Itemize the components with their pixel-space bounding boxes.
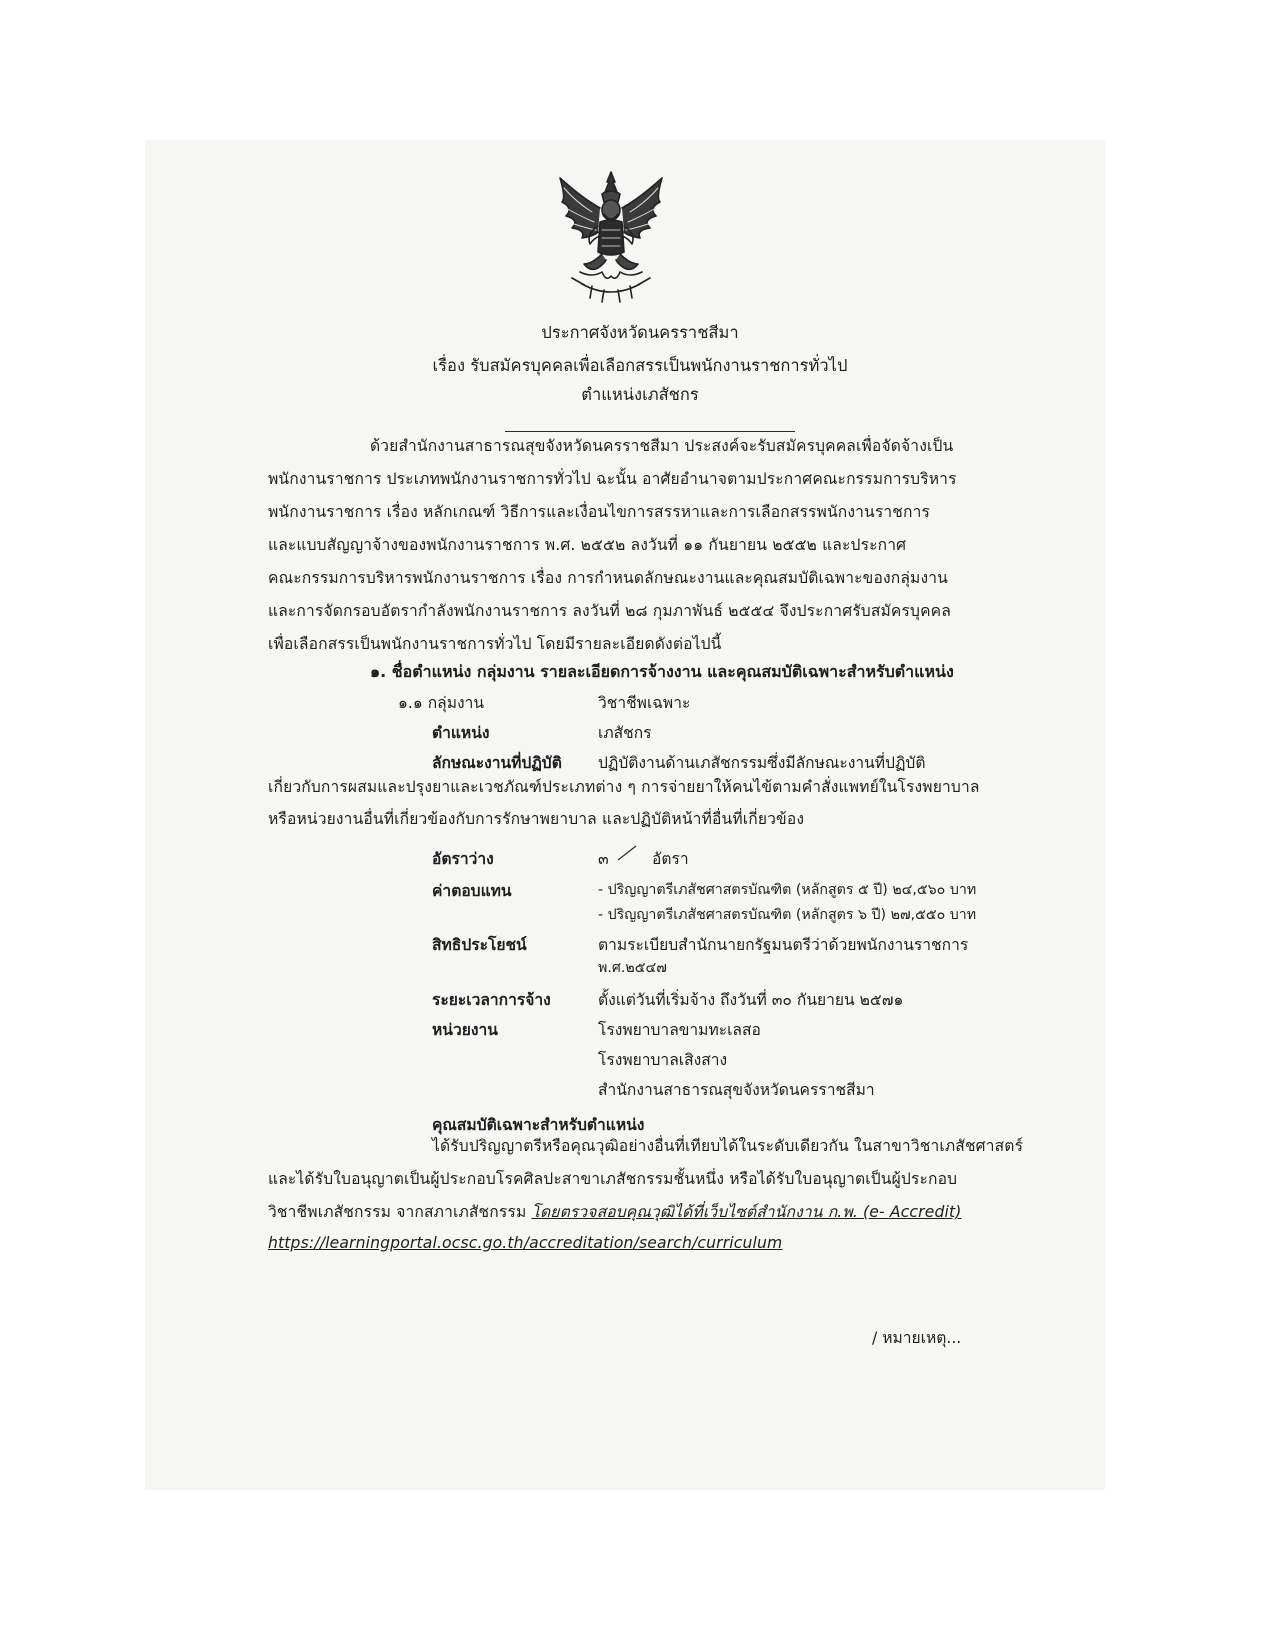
intro-line: คณะกรรมการบริหารพนักงานราชการ เรื่อง การกำหนดลักษณะงานและคุณสมบัติเฉพาะของกลุ่มงาน — [268, 569, 948, 587]
qualification-heading: คุณสมบัติเฉพาะสำหรับตำแหน่ง — [432, 1116, 645, 1134]
period-label: ระยะเวลาการจ้าง — [432, 991, 551, 1009]
period-value: ตั้งแต่วันที่เริ่มจ้าง ถึงวันที่ ๓๐ กันยายน ๒๕๗๑ — [598, 991, 904, 1009]
pay-label: ค่าตอบแทน — [432, 882, 512, 900]
intro-line: และแบบสัญญาจ้างของพนักงานราชการ พ.ศ. ๒๕๕๒ ลงวันที่ ๑๑ กันยายน ๒๕๕๒ และประกาศ — [268, 536, 907, 554]
qualification-line: และได้รับใบอนุญาตเป็นผู้ประกอบโรคศิลปะสาขาเภสัชกรรมชั้นหนึ่ง หรือได้รับใบอนุญาตเป็นผู้ประกอบ — [268, 1170, 958, 1188]
intro-line: ด้วยสำนักงานสาธารณสุขจังหวัดนครราชสีมา ประสงค์จะรับสมัครบุคคลเพื่อจัดจ้างเป็น — [370, 437, 954, 455]
unit-line: โรงพยาบาลเสิงสาง — [598, 1051, 728, 1069]
qualification-line: ได้รับปริญญาตรีหรือคุณวุฒิอย่างอื่นที่เทียบได้ในระดับเดียวกัน ในสาขาวิชาเภสัชศาสตร์ — [432, 1137, 1024, 1155]
unit-line: โรงพยาบาลขามทะเลสอ — [598, 1021, 761, 1039]
duty-label: ลักษณะงานที่ปฏิบัติ — [432, 754, 562, 772]
group-value: วิชาชีพเฉพาะ — [598, 694, 691, 712]
intro-line: พนักงานราชการ เรื่อง หลักเกณฑ์ วิธีการและเงื่อนไขการสรรหาและการเลือกสรรพนักงานราชการ — [268, 503, 931, 521]
accreditation-url-link[interactable]: https://learningportal.ocsc.go.th/accreditation/search/curriculum — [268, 1234, 783, 1252]
continuation-note: / หมายเหตุ... — [872, 1329, 962, 1347]
intro-line: พนักงานราชการ ประเภทพนักงานราชการทั่วไป ฉะนั้น อาศัยอำนาจตามประกาศคณะกรรมการบริหาร — [268, 470, 957, 488]
duty-line: หรือหน่วยงานอื่นที่เกี่ยวข้องกับการรักษาพยาบาล และปฏิบัติหน้าที่อื่นที่เกี่ยวข้อง — [268, 810, 805, 828]
duty-line: เกี่ยวกับการผสมและปรุงยาและเวชภัณฑ์ประเภทต่าง ๆ การจ่ายยาให้คนไข้ตามคำสั่งแพทย์ในโรงพยาบาล — [268, 778, 980, 796]
qualification-line-3 — [268, 1196, 962, 1229]
position-value: เภสัชกร — [598, 724, 652, 742]
announcement-title: ประกาศจังหวัดนครราชสีมา — [541, 323, 739, 342]
intro-line: เพื่อเลือกสรรเป็นพนักงานราชการทั่วไป โดยมีรายละเอียดดังต่อไปนี้ — [268, 635, 722, 653]
garuda-emblem-icon — [552, 168, 670, 306]
accreditation-link[interactable]: โดยตรวจสอบคุณวุฒิได้ที่เว็บไซต์สำนักงาน ก.พ. (e- Accredit) — [531, 1203, 962, 1221]
pay-line: - ปริญญาตรีเภสัชศาสตรบัณฑิต (หลักสูตร ๕ ปี) ๒๔,๕๖๐ บาท — [598, 882, 977, 898]
check-tick-icon — [616, 842, 638, 864]
unit-line: สำนักงานสาธารณสุขจังหวัดนครราชสีมา — [598, 1081, 875, 1099]
position-label: ตำแหน่ง — [432, 724, 490, 742]
unit-label: หน่วยงาน — [432, 1021, 498, 1039]
pay-line: - ปริญญาตรีเภสัชศาสตรบัณฑิต (หลักสูตร ๖ ปี) ๒๗,๕๕๐ บาท — [598, 907, 977, 923]
intro-line: และการจัดกรอบอัตรากำลังพนักงานราชการ ลงวันที่ ๒๘ กุมภาพันธ์ ๒๕๕๔ จึงประกาศรับสมัครบุคคล — [268, 602, 951, 620]
duty-line: ปฏิบัติงานด้านเภสัชกรรมซึ่งมีลักษณะงานที่ปฏิบัติ — [598, 754, 926, 772]
vacancy-value: ๓ — [598, 850, 609, 868]
benefit-line: พ.ศ.๒๕๔๗ — [598, 960, 667, 976]
announcement-position: ตำแหน่งเภสัชกร — [581, 385, 699, 404]
benefit-label: สิทธิประโยชน์ — [432, 936, 527, 954]
vacancy-unit: อัตรา — [652, 850, 689, 868]
announcement-subject: เรื่อง รับสมัครบุคคลเพื่อเลือกสรรเป็นพนักงานราชการทั่วไป — [432, 356, 848, 375]
section-heading: ๑. ชื่อตำแหน่ง กลุ่มงาน รายละเอียดการจ้างงาน และคุณสมบัติเฉพาะสำหรับตำแหน่ง — [370, 662, 954, 681]
group-label: ๑.๑ กลุ่มงาน — [398, 694, 485, 712]
qualification-text: วิชาชีพเภสัชกรรม จากสภาเภสัชกรรม — [268, 1203, 532, 1221]
benefit-line: ตามระเบียบสำนักนายกรัฐมนตรีว่าด้วยพนักงานราชการ — [598, 936, 969, 954]
vacancy-label: อัตราว่าง — [432, 850, 494, 868]
